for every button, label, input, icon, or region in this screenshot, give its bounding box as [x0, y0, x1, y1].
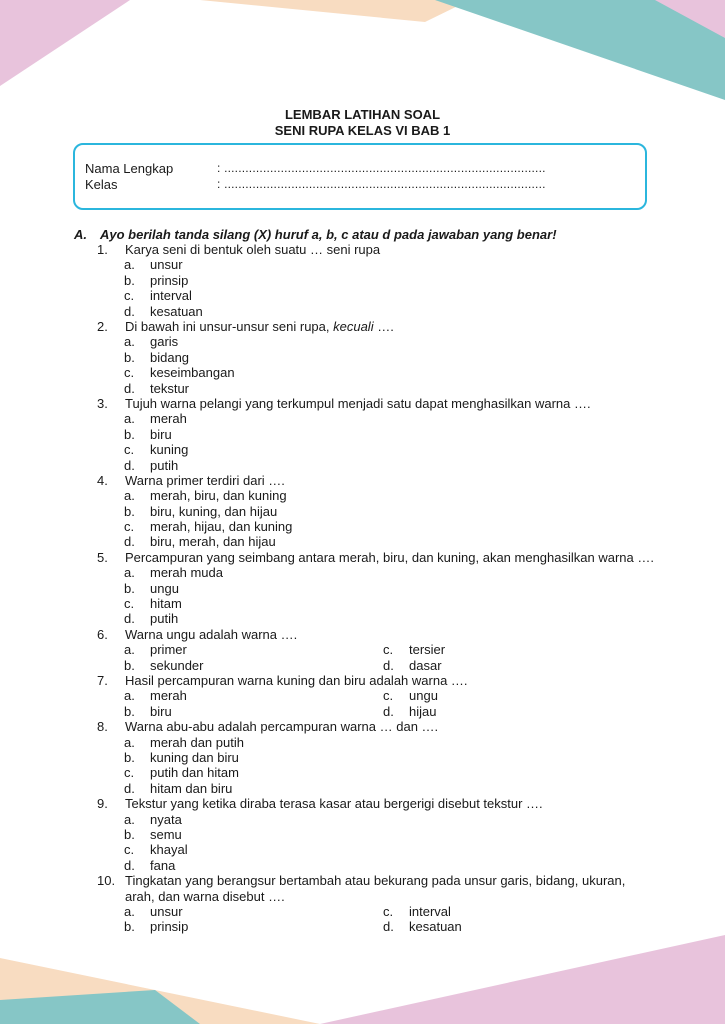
page-subtitle: SENI RUPA KELAS VI BAB 1 [274, 123, 451, 138]
answer-option[interactable] [383, 658, 583, 673]
answer-option[interactable] [124, 257, 657, 272]
answer-option[interactable] [124, 611, 657, 626]
option-text: tersier [409, 642, 446, 658]
option-letter: d. [124, 303, 135, 319]
question-text [125, 396, 657, 411]
question-number: 8. [97, 719, 108, 735]
answer-option[interactable] [124, 565, 657, 580]
answer-option[interactable] [124, 273, 657, 288]
class-label: Kelas [85, 177, 118, 192]
question-number: 3. [97, 395, 108, 411]
question-row [97, 550, 657, 565]
option-letter: b. [124, 349, 135, 365]
question-text-main: Percampuran yang seimbang antara merah, biru, dan kuning, akan menghasilkan warna …. [125, 549, 654, 565]
question-text [125, 796, 657, 811]
option-letter: b. [124, 272, 135, 288]
section-a-instruction [74, 227, 557, 242]
option-text: kuning dan biru [150, 750, 239, 766]
answer-option[interactable] [383, 919, 583, 934]
option-text: putih dan hitam [150, 765, 239, 781]
option-letter: b. [124, 657, 135, 673]
question-row [97, 396, 657, 411]
answer-option[interactable] [124, 334, 657, 349]
question-item [97, 473, 657, 550]
option-letter: b. [124, 703, 135, 719]
question-item [97, 550, 657, 627]
option-text: hitam [150, 596, 182, 612]
answer-option[interactable] [124, 411, 657, 426]
answer-options [97, 904, 657, 935]
question-number: 4. [97, 472, 108, 488]
option-letter: a. [124, 411, 135, 427]
option-text: hitam dan biru [150, 780, 233, 796]
option-text: khayal [150, 842, 188, 858]
option-letter: d. [124, 380, 135, 396]
answer-option[interactable] [124, 458, 657, 473]
question-row [97, 673, 657, 688]
option-text: semu [150, 826, 182, 842]
name-field[interactable]: : ........................................................................................... [217, 161, 546, 175]
answer-option[interactable] [383, 642, 583, 657]
option-text: prinsip [150, 272, 189, 288]
answer-option[interactable] [124, 735, 657, 750]
option-text: bidang [150, 349, 190, 365]
question-text [125, 473, 657, 488]
option-letter: a. [124, 334, 135, 350]
option-text: merah muda [150, 565, 223, 581]
instruction-text: Ayo berilah tanda silang (X) huruf a, b, c atau d pada jawaban yang benar! [100, 227, 557, 242]
question-item [97, 719, 657, 796]
option-letter: a. [124, 642, 135, 658]
option-letter: a. [124, 688, 135, 704]
answer-options [97, 688, 657, 719]
option-text: keseimbangan [150, 365, 235, 381]
question-item [97, 796, 657, 873]
question-row [97, 473, 657, 488]
option-text: sekunder [150, 657, 204, 673]
question-row [97, 627, 657, 642]
question-text-main: Di bawah ini unsur-unsur seni rupa, [125, 318, 334, 334]
option-text: biru, merah, dan hijau [150, 534, 276, 550]
option-text: primer [150, 642, 187, 658]
option-text: kuning [150, 442, 189, 458]
student-identity-box [73, 143, 647, 210]
answer-option[interactable] [124, 427, 657, 442]
option-text: ungu [150, 580, 179, 596]
question-row [97, 873, 657, 904]
answer-option[interactable] [383, 904, 583, 919]
answer-option[interactable] [124, 765, 657, 780]
option-text: nyata [150, 811, 182, 827]
question-row [97, 242, 657, 257]
option-letter: a. [124, 811, 135, 827]
question-text-main: Tujuh warna pelangi yang terkumpul menjadi satu dapat menghasilkan warna …. [125, 395, 591, 411]
option-letter: c. [124, 442, 135, 458]
answer-option[interactable] [124, 288, 657, 303]
option-letter: a. [124, 734, 135, 750]
option-text: unsur [150, 257, 183, 273]
option-letter: d. [124, 457, 135, 473]
option-letter: d. [383, 703, 394, 719]
answer-option[interactable] [124, 381, 657, 396]
option-text: merah [150, 688, 187, 704]
option-letter: d. [383, 919, 394, 935]
question-item [97, 873, 657, 935]
option-letter: b. [124, 826, 135, 842]
option-letter: b. [124, 503, 135, 519]
option-text: prinsip [150, 919, 189, 935]
option-letter: c. [124, 842, 135, 858]
question-text [125, 550, 657, 565]
answer-option[interactable] [124, 688, 383, 703]
question-text-main: Tekstur yang ketika diraba terasa kasar atau bergerigi disebut tekstur …. [125, 796, 543, 812]
answer-option[interactable] [124, 658, 383, 673]
question-number: 1. [97, 242, 108, 257]
option-text: merah dan putih [150, 734, 244, 750]
option-letter: b. [124, 426, 135, 442]
option-letter: a. [124, 565, 135, 581]
option-text: tekstur [150, 380, 190, 396]
option-letter: c. [383, 903, 394, 919]
option-letter: a. [124, 257, 135, 273]
option-text: biru [150, 703, 172, 719]
question-number: 2. [97, 318, 108, 334]
question-item [97, 396, 657, 473]
option-text: hijau [409, 703, 437, 719]
option-letter: d. [124, 857, 135, 873]
answer-option[interactable] [124, 365, 657, 380]
answer-options [97, 565, 657, 627]
question-text-main: Karya seni di bentuk oleh suatu … seni rupa [125, 242, 381, 257]
option-letter: c. [124, 288, 135, 304]
option-letter: a. [124, 903, 135, 919]
answer-option[interactable] [124, 304, 657, 319]
option-letter: c. [124, 519, 135, 535]
question-item [97, 627, 657, 673]
question-text [125, 719, 657, 734]
option-letter: d. [383, 657, 394, 673]
question-text-emphasis: kecuali [333, 318, 374, 334]
question-text [125, 873, 657, 904]
option-letter: b. [124, 919, 135, 935]
question-number: 10. [97, 873, 116, 889]
class-field[interactable]: : ........................................................................................... [217, 177, 546, 191]
option-letter: a. [124, 488, 135, 504]
option-letter: c. [124, 365, 135, 381]
option-letter: c. [124, 765, 135, 781]
option-text: kesatuan [409, 919, 462, 935]
answer-option[interactable] [124, 442, 657, 457]
option-letter: c. [383, 642, 394, 658]
option-text: merah, hijau, dan kuning [150, 519, 293, 535]
answer-options [97, 812, 657, 874]
answer-options [97, 411, 657, 473]
question-text-main: Warna ungu adalah warna …. [125, 626, 298, 642]
answer-option[interactable] [124, 904, 383, 919]
answer-options [97, 334, 657, 396]
question-row [97, 796, 657, 811]
question-item [97, 242, 657, 319]
option-text: merah [150, 411, 187, 427]
answer-option[interactable] [124, 504, 657, 519]
option-text: kesatuan [150, 303, 203, 319]
answer-option[interactable] [124, 812, 657, 827]
option-letter: b. [124, 750, 135, 766]
answer-option[interactable] [124, 750, 657, 765]
option-text: ungu [409, 688, 438, 704]
question-text-main: Warna abu-abu adalah percampuran warna … dan …. [125, 719, 439, 735]
question-row [97, 719, 657, 734]
question-text-main: Hasil percampuran warna kuning dan biru adalah warna …. [125, 673, 468, 689]
question-text-end: …. [373, 318, 394, 334]
option-text: putih [150, 457, 179, 473]
option-text: garis [150, 334, 179, 350]
question-number: 7. [97, 673, 108, 689]
option-letter: b. [124, 580, 135, 596]
option-text: merah, biru, dan kuning [150, 488, 287, 504]
answer-option[interactable] [124, 581, 657, 596]
answer-option[interactable] [124, 488, 657, 503]
option-text: putih [150, 611, 179, 627]
page-title: LEMBAR LATIHAN SOAL [284, 107, 441, 122]
option-text: interval [150, 288, 192, 304]
question-text [125, 673, 657, 688]
answer-option[interactable] [124, 858, 657, 873]
option-text: unsur [150, 903, 183, 919]
option-text: biru, kuning, dan hijau [150, 503, 278, 519]
answer-option[interactable] [124, 704, 383, 719]
question-number: 6. [97, 626, 108, 642]
answer-option[interactable] [383, 688, 583, 703]
answer-options [97, 735, 657, 797]
option-letter: d. [124, 611, 135, 627]
answer-option[interactable] [124, 596, 657, 611]
answer-option[interactable] [124, 350, 657, 365]
answer-option[interactable] [124, 642, 383, 657]
answer-option[interactable] [383, 704, 583, 719]
option-text: interval [409, 903, 451, 919]
answer-option[interactable] [124, 842, 657, 857]
answer-option[interactable] [124, 827, 657, 842]
section-letter: A. [74, 227, 87, 242]
option-text: fana [150, 857, 176, 873]
option-text: biru [150, 426, 172, 442]
question-item [97, 319, 657, 396]
question-text-main: Warna primer terdiri dari …. [125, 472, 285, 488]
option-letter: d. [124, 534, 135, 550]
question-number: 5. [97, 549, 108, 565]
question-text [125, 627, 657, 642]
answer-option[interactable] [124, 519, 657, 534]
question-number: 9. [97, 796, 108, 812]
answer-option[interactable] [124, 919, 383, 934]
answer-options [97, 488, 657, 550]
option-letter: c. [383, 688, 394, 704]
question-text [125, 242, 657, 257]
question-text [125, 319, 657, 334]
answer-option[interactable] [124, 781, 657, 796]
answer-options [97, 257, 657, 319]
question-item [97, 673, 657, 719]
question-text-main: Tingkatan yang berangsur bertambah atau bekurang pada unsur garis, bidang, ukuran, arah, dan warna disebut …. [125, 873, 626, 904]
option-letter: d. [124, 780, 135, 796]
name-label: Nama Lengkap [85, 161, 174, 176]
option-text: dasar [409, 657, 442, 673]
question-list [97, 242, 657, 935]
question-row [97, 319, 657, 334]
answer-option[interactable] [124, 534, 657, 549]
option-letter: c. [124, 596, 135, 612]
answer-options [97, 642, 657, 673]
